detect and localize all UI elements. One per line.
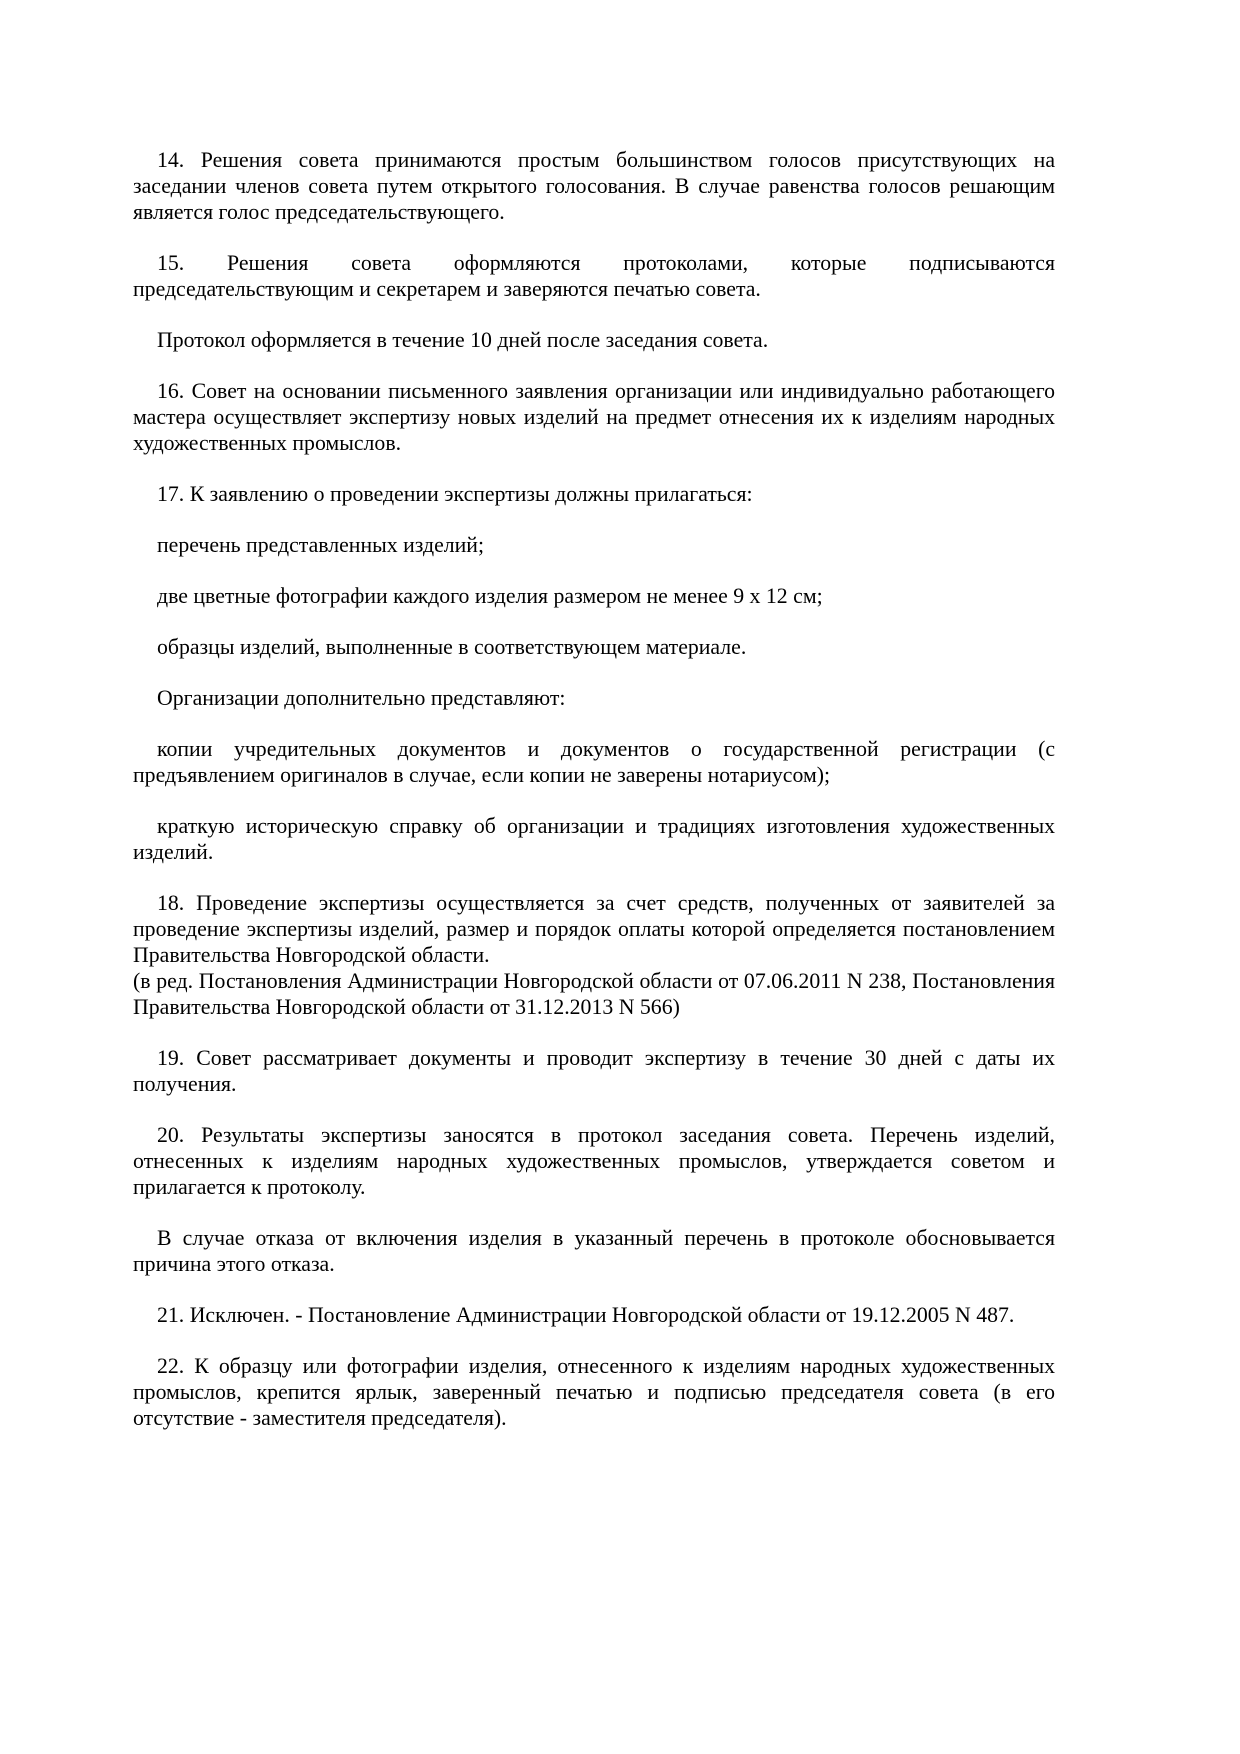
paragraph-17-item-list: перечень представленных изделий; — [157, 533, 485, 557]
paragraph-15-protocol-term: Протокол оформляется в течение 10 дней после заседания совета. — [157, 328, 769, 352]
paragraph-16: 16. Совет на основании письменного заявления организации или индивидуально работающего мастера осуществляет экспертизу новых изделий на предмет отнесения их к изделиям народных художественных промыслов. — [133, 379, 1055, 455]
paragraph-17: 17. К заявлению о проведении экспертизы должны прилагаться: — [157, 482, 753, 506]
document-page — [133, 147, 1055, 1456]
paragraph-19: 19. Совет рассматривает документы и проводит экспертизу в течение 30 дней с даты их получения. — [133, 1046, 1055, 1096]
paragraph-21: 21. Исключен. - Постановление Администрации Новгородской области от 19.12.2005 N 487. — [157, 1303, 1015, 1327]
paragraph-17-item-samples: образцы изделий, выполненные в соответствующем материале. — [157, 635, 747, 659]
paragraph-17-item-copies: копии учредительных документов и документов о государственной регистрации (с предъявлением оригиналов в случае, если копии не заверены нотариусом); — [133, 737, 1055, 787]
paragraph-20: 20. Результаты экспертизы заносятся в протокол заседания совета. Перечень изделий, отнесенных к изделиям народных художественных промыслов, утверждается советом и прилагается к протоколу. — [133, 1123, 1055, 1199]
paragraph-15: 15. Решения совета оформляются протоколами, которые подписываются председательствующим и секретарем и заверяются печатью совета. — [133, 251, 1055, 301]
paragraph-17-organizations: Организации дополнительно представляют: — [157, 686, 566, 710]
paragraph-20-refusal: В случае отказа от включения изделия в указанный перечень в протоколе обосновывается причина этого отказа. — [133, 1226, 1055, 1276]
paragraph-17-item-history: краткую историческую справку об организации и традициях изготовления художественных изделий. — [133, 814, 1055, 864]
paragraph-17-item-photos: две цветные фотографии каждого изделия размером не менее 9 x 12 см; — [157, 584, 823, 608]
paragraph-18: 18. Проведение экспертизы осуществляется за счет средств, полученных от заявителей за проведение экспертизы изделий, размер и порядок оплаты которой определяется постановлением Правительства Новгородской области. — [133, 891, 1055, 967]
paragraph-22: 22. К образцу или фотографии изделия, отнесенного к изделиям народных художественных промыслов, крепится ярлык, заверенный печатью и подписью председателя совета (в его отсутствие - заместителя председателя). — [133, 1354, 1055, 1430]
paragraph-18-amendment-note: (в ред. Постановления Администрации Новгородской области от 07.06.2011 N 238, Постановления Правительства Новгородской области от 31.12.2013 N 566) — [133, 969, 1055, 1019]
paragraph-14: 14. Решения совета принимаются простым большинством голосов присутствующих на заседании членов совета путем открытого голосования. В случае равенства голосов решающим является голос председательствующего. — [133, 148, 1055, 224]
